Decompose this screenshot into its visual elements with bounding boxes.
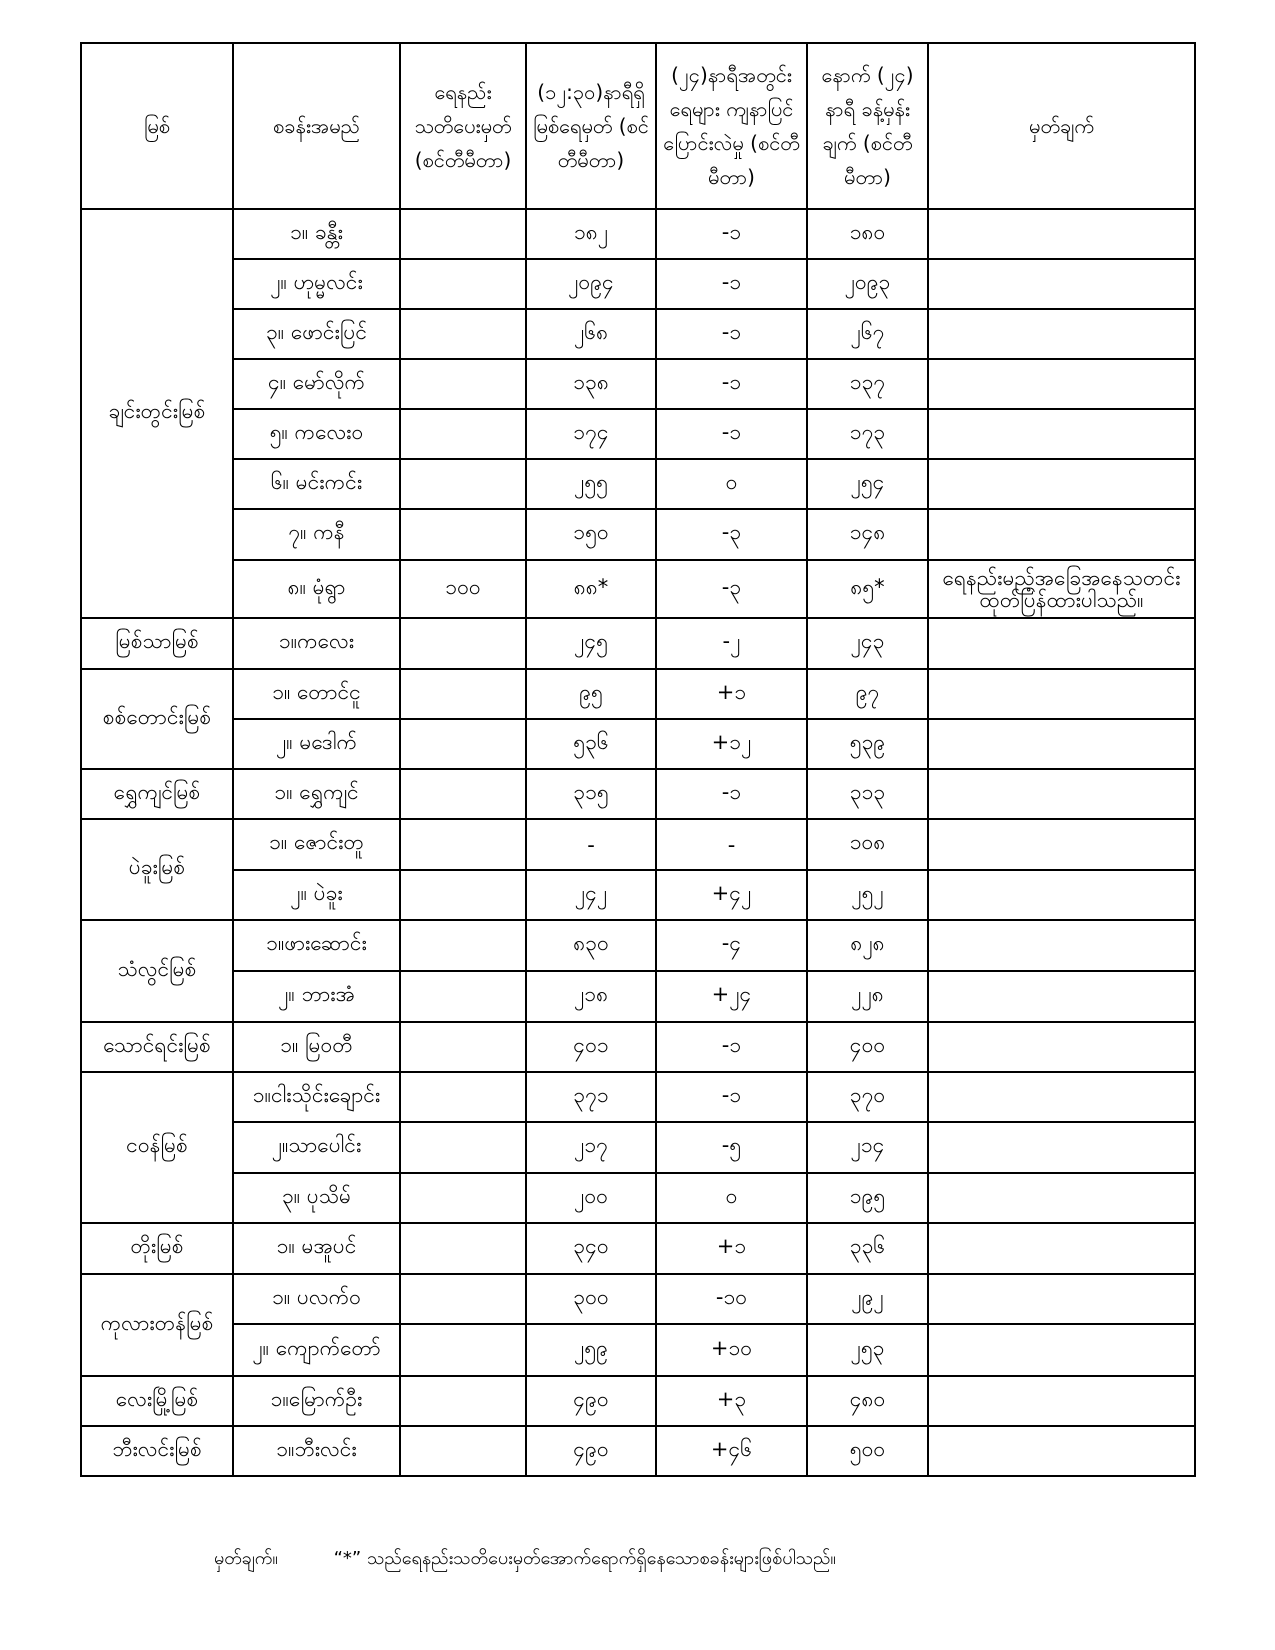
cell-danger: ၁၀၀ [400,560,526,618]
cell-level: ၂၁၈ [526,971,656,1022]
cell-name: ၂။ မဒေါက် [233,719,400,769]
header-forecast: နောက် (၂၄) နာရီ ခန့်မှန်းချက် (စင်တီမီတာ) [807,43,928,209]
cell-danger [400,509,526,560]
river-name: ဘီးလင်းမြစ် [81,1426,233,1476]
cell-level: ၁၃၈ [526,359,656,409]
cell-forecast: ၂၄၃ [807,618,928,669]
cell-name: ၅။ ကလေးဝ [233,409,400,459]
table-row [81,1324,1195,1376]
cell-level: ၃၇၁ [526,1072,656,1122]
cell-forecast: ၂၅၂ [807,870,928,920]
cell-forecast: ၁၃၇ [807,359,928,409]
cell-danger [400,669,526,719]
table-row [81,209,1195,259]
cell-forecast: ၂၁၄ [807,1122,928,1173]
cell-remark [928,1324,1195,1376]
cell-name: ၁။ မအူပင် [233,1223,400,1274]
cell-level: ၂၁၇ [526,1122,656,1173]
cell-remark [928,1173,1195,1223]
cell-forecast: ၂၅၄ [807,459,928,509]
cell-level: ၁၅၀ [526,509,656,560]
cell-forecast: ၃၁၃ [807,769,928,819]
table-row [81,719,1195,769]
river-name: လေးမြို့မြစ် [81,1376,233,1426]
cell-level: ၂၅၅ [526,459,656,509]
cell-remark [928,1426,1195,1476]
table-row [81,459,1195,509]
cell-name: ၆။ မင်းကင်း [233,459,400,509]
cell-level: ၄၉၀ [526,1426,656,1476]
cell-remark [928,409,1195,459]
cell-forecast: ၂၉၂ [807,1274,928,1324]
cell-forecast: ၅၀၀ [807,1426,928,1476]
cell-danger [400,1022,526,1072]
cell-name: ၁။ဘီးလင်း [233,1426,400,1476]
cell-name: ၁။ငါးသိုင်းချောင်း [233,1072,400,1122]
table-row [81,409,1195,459]
cell-remark [928,1274,1195,1324]
cell-change: -၃ [656,509,807,560]
cell-level: ၃၄၀ [526,1223,656,1274]
cell-forecast: ၁၀၈ [807,819,928,870]
cell-level: ၈၈* [526,560,656,618]
cell-remark [928,1122,1195,1173]
cell-name: ၂။ ဟုမ္မလင်း [233,259,400,309]
cell-level: ၂၀၀ [526,1173,656,1223]
cell-name: ၇။ ကနီ [233,509,400,560]
cell-change: -၃ [656,560,807,618]
table-row [81,1274,1195,1324]
header-row [81,43,1195,209]
cell-change: -၁ [656,409,807,459]
table-row [81,1122,1195,1173]
cell-remark [928,920,1195,971]
cell-danger [400,1376,526,1426]
table-row [81,309,1195,359]
cell-danger [400,409,526,459]
cell-forecast: ၂၅၃ [807,1324,928,1376]
cell-change: +၂၄ [656,971,807,1022]
cell-change: +၄၆ [656,1426,807,1476]
cell-remark: ရေနည်းမည့်အခြေအနေသတင်း ထုတ်ပြန်ထားပါသည်။ [928,560,1195,618]
cell-name: ၁။ ခန္တီး [233,209,400,259]
river-name: စစ်တောင်းမြစ် [81,669,233,769]
cell-level: ၄၉၀ [526,1376,656,1426]
cell-change: +၄၂ [656,870,807,920]
cell-change: -၁ [656,359,807,409]
header-danger-level: ရေနည်း သတိပေးမှတ် (စင်တီမီတာ) [400,43,526,209]
header-river: မြစ် [81,43,233,209]
cell-remark [928,509,1195,560]
cell-change: -၅ [656,1122,807,1173]
table-row [81,1022,1195,1072]
cell-forecast: ၁၈၀ [807,209,928,259]
cell-change: -၂ [656,618,807,669]
table-row [81,560,1195,618]
cell-remark [928,1376,1195,1426]
cell-remark [928,1022,1195,1072]
cell-level: ၈၃၀ [526,920,656,971]
table-row [81,819,1195,870]
cell-name: ၃။ ပုသိမ် [233,1173,400,1223]
cell-level: ၃၁၅ [526,769,656,819]
cell-forecast: ၂၀၉၃ [807,259,928,309]
river-name: ကုလားတန်မြစ် [81,1274,233,1376]
cell-level: ၃၀၀ [526,1274,656,1324]
cell-level: ၂၄၅ [526,618,656,669]
table-row [81,1426,1195,1476]
cell-forecast: ၂၆၇ [807,309,928,359]
cell-forecast: ၉၇ [807,669,928,719]
cell-danger [400,459,526,509]
table-row [81,971,1195,1022]
footnote [214,1546,886,1573]
cell-level: - [526,819,656,870]
cell-name: ၂။သာပေါင်း [233,1122,400,1173]
cell-change: -၁ [656,209,807,259]
river-name: သံလွင်မြစ် [81,920,233,1022]
header-water-level: (၁၂:၃၀)နာရီရှိ မြစ်ရေမှတ် (စင်တီမီတာ) [526,43,656,209]
cell-change: - [656,819,807,870]
river-name: သောင်ရင်းမြစ် [81,1022,233,1072]
cell-remark [928,459,1195,509]
cell-remark [928,209,1195,259]
table-row [81,769,1195,819]
cell-name: ၃။ ဖောင်းပြင် [233,309,400,359]
cell-forecast: ၈၅* [807,560,928,618]
water-level-table [80,42,1196,1477]
table-row [81,1072,1195,1122]
cell-remark [928,259,1195,309]
header-remark: မှတ်ချက် [928,43,1195,209]
cell-danger [400,870,526,920]
table-row [81,259,1195,309]
cell-danger [400,1072,526,1122]
cell-forecast: ၃၇၀ [807,1072,928,1122]
cell-level: ၂၆၈ [526,309,656,359]
header-station: စခန်းအမည် [233,43,400,209]
cell-change: -၁ [656,1072,807,1122]
cell-name: ၁။ ဇောင်းတူ [233,819,400,870]
cell-level: ၄၀၁ [526,1022,656,1072]
cell-forecast: ၈၂၈ [807,920,928,971]
cell-name: ၁။ တောင်ငူ [233,669,400,719]
cell-name: ၂။ ဘားအံ [233,971,400,1022]
cell-danger [400,259,526,309]
river-name: ငဝန်မြစ် [81,1072,233,1223]
cell-danger [400,1173,526,1223]
cell-change: -၄ [656,920,807,971]
header-change: (၂၄)နာရီအတွင်း ရေများ ကျနာပြင် ပြောင်းလဲမှု (စင်တီမီတာ) [656,43,807,209]
cell-danger [400,1223,526,1274]
cell-danger [400,920,526,971]
cell-danger [400,359,526,409]
cell-change: -၁၀ [656,1274,807,1324]
cell-remark [928,1072,1195,1122]
cell-danger [400,618,526,669]
cell-remark [928,359,1195,409]
cell-name: ၁။ကလေး [233,618,400,669]
cell-change: -၁ [656,769,807,819]
table-row [81,1376,1195,1426]
cell-name: ၁။ မြဝတီ [233,1022,400,1072]
cell-remark [928,870,1195,920]
cell-change: +၁၂ [656,719,807,769]
river-name: မြစ်သာမြစ် [81,618,233,669]
table-row [81,618,1195,669]
cell-change: ၀ [656,1173,807,1223]
footnote-label: မှတ်ချက်။ [214,1548,278,1569]
cell-name: ၂။ ကျောက်တော် [233,1324,400,1376]
cell-change: +၁ [656,1223,807,1274]
cell-name: ၈။ မုံရွာ [233,560,400,618]
cell-level: ၅၃၆ [526,719,656,769]
cell-danger [400,1324,526,1376]
table-row [81,669,1195,719]
cell-remark [928,1223,1195,1274]
cell-change: +၃ [656,1376,807,1426]
cell-level: ၂၄၂ [526,870,656,920]
cell-remark [928,819,1195,870]
cell-name: ၂။ ပဲခူး [233,870,400,920]
cell-name: ၁။ ရွှေကျင် [233,769,400,819]
cell-change: +၁၀ [656,1324,807,1376]
cell-danger [400,1274,526,1324]
cell-remark [928,719,1195,769]
cell-danger [400,819,526,870]
cell-name: ၄။ မော်လိုက် [233,359,400,409]
cell-danger [400,971,526,1022]
cell-level: ၉၅ [526,669,656,719]
cell-forecast: ၄၀၀ [807,1022,928,1072]
cell-remark [928,309,1195,359]
cell-level: ၂၀၉၄ [526,259,656,309]
cell-level: ၁၇၄ [526,409,656,459]
cell-name: ၁။ ပလက်ဝ [233,1274,400,1324]
river-name: ပဲခူးမြစ် [81,819,233,920]
cell-forecast: ၃၃၆ [807,1223,928,1274]
cell-danger [400,719,526,769]
cell-forecast: ၄၈၀ [807,1376,928,1426]
table-row [81,870,1195,920]
cell-remark [928,669,1195,719]
table-row [81,1223,1195,1274]
cell-name: ၁။ဖားဆောင်း [233,920,400,971]
cell-remark [928,769,1195,819]
table-row [81,359,1195,409]
cell-level: ၂၅၉ [526,1324,656,1376]
cell-forecast: ၁၄၈ [807,509,928,560]
cell-remark [928,618,1195,669]
river-name: တိုးမြစ် [81,1223,233,1274]
cell-danger [400,1122,526,1173]
table-row [81,1173,1195,1223]
cell-danger [400,209,526,259]
cell-danger [400,1426,526,1476]
river-name: ချင်းတွင်းမြစ် [81,209,233,618]
cell-remark [928,971,1195,1022]
cell-level: ၁၈၂ [526,209,656,259]
cell-forecast: ၂၂၈ [807,971,928,1022]
cell-change: ၀ [656,459,807,509]
cell-forecast: ၁၉၅ [807,1173,928,1223]
footnote-text: “*” သည်ရေနည်းသတိပေးမှတ်အောက်ရောက်ရှိနေသောစခန်းများဖြစ်ပါသည်။ [333,1548,836,1569]
cell-name: ၁။မြောက်ဦး [233,1376,400,1426]
cell-forecast: ၁၇၃ [807,409,928,459]
cell-change: +၁ [656,669,807,719]
cell-danger [400,309,526,359]
cell-change: -၁ [656,309,807,359]
cell-forecast: ၅၃၉ [807,719,928,769]
table-row [81,509,1195,560]
river-name: ရွှေကျင်မြစ် [81,769,233,819]
cell-change: -၁ [656,259,807,309]
cell-danger [400,769,526,819]
table-row [81,920,1195,971]
cell-change: -၁ [656,1022,807,1072]
